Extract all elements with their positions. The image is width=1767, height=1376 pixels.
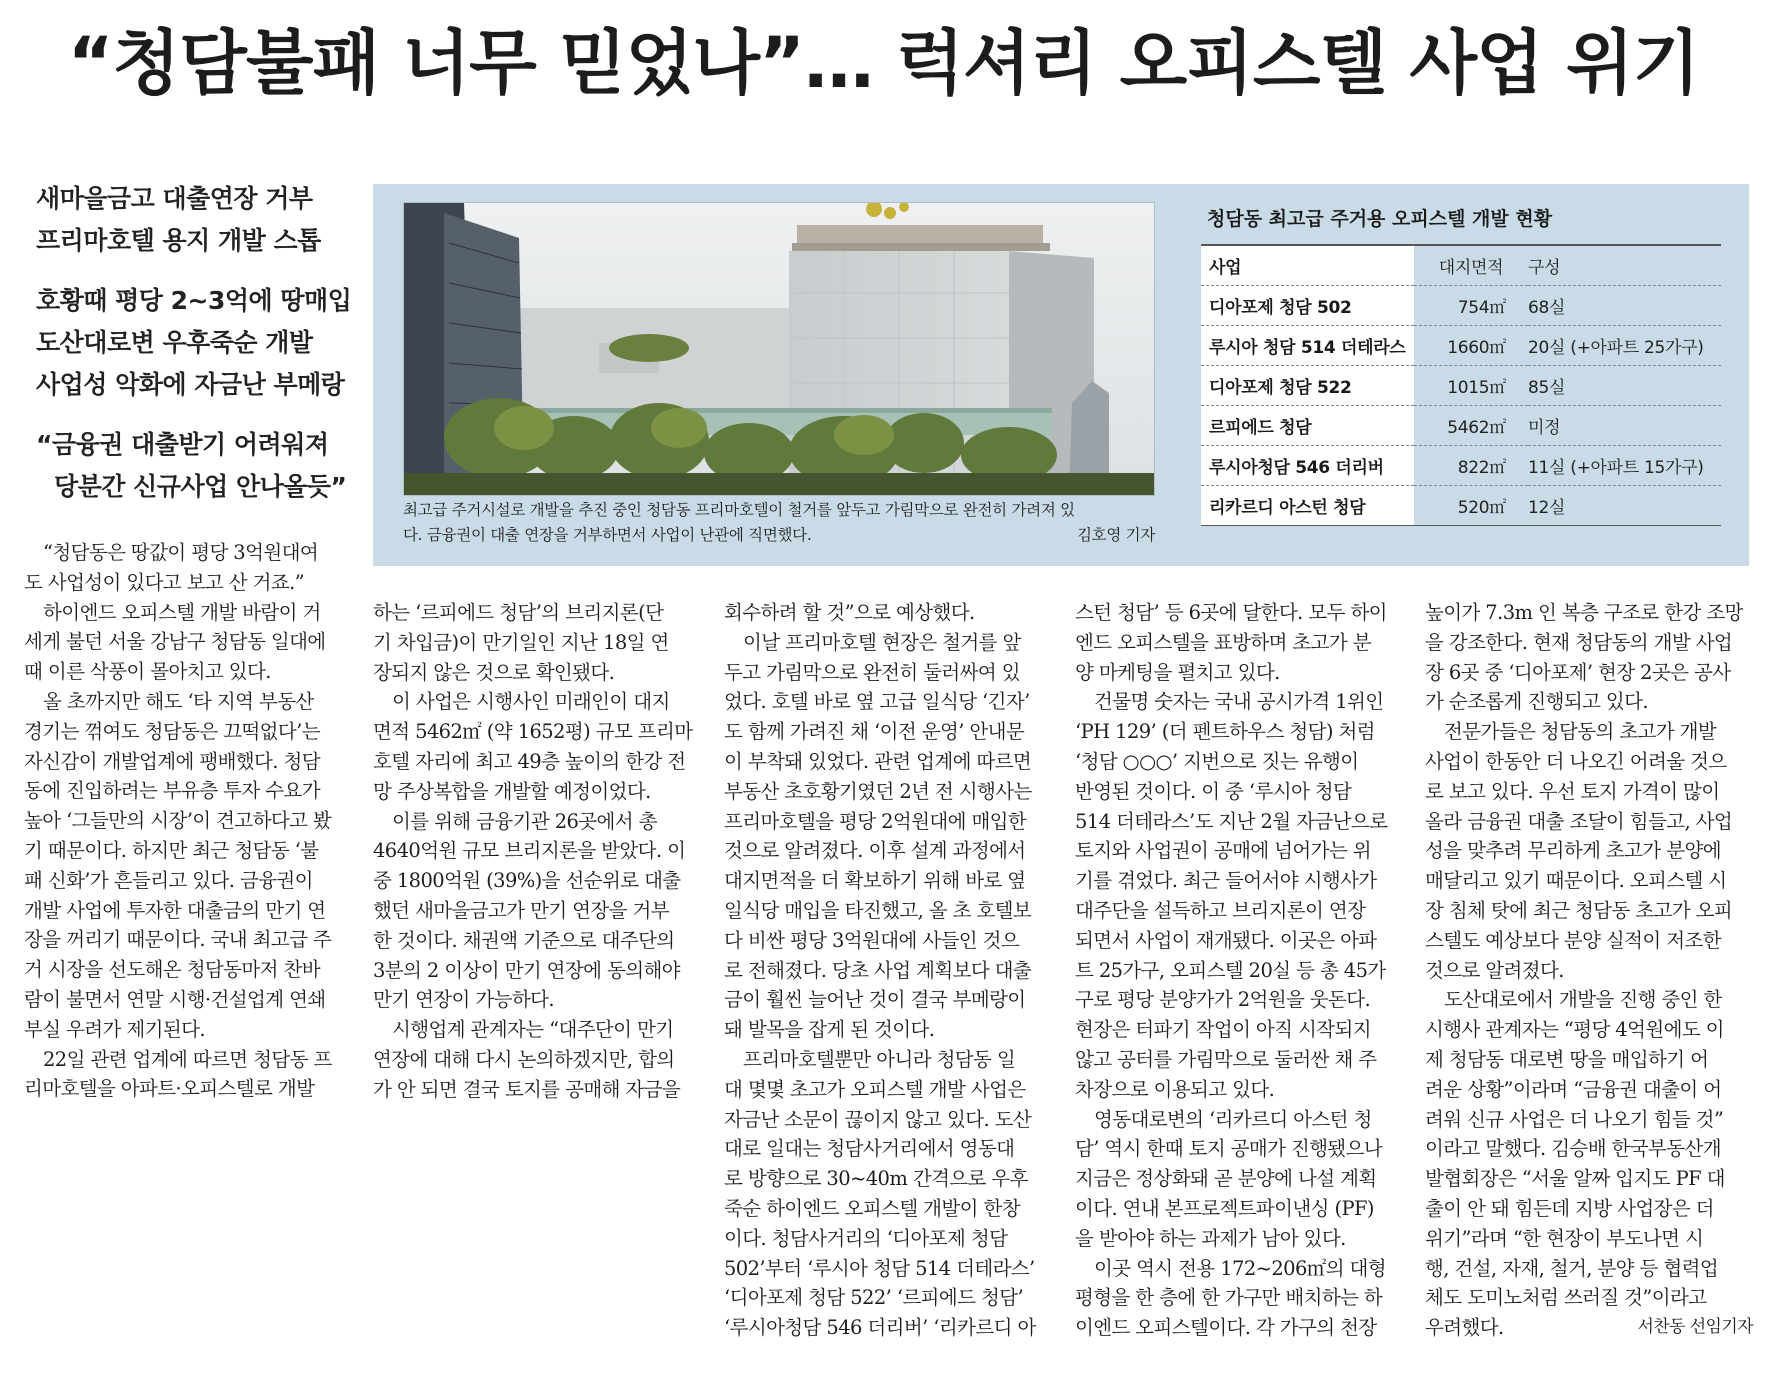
article-line: 이다. 청담사거리의 ‘디아포제 청담 xyxy=(724,1226,1008,1250)
article-line: ‘PH 129’ (더 펜트하우스 청담) 처럼 xyxy=(1075,720,1375,744)
article-line: 구로 평당 분양가가 2억원을 웃돈다. xyxy=(1075,988,1371,1012)
article-line: 호텔 자리에 최고 49층 높이의 한강 전 xyxy=(373,749,686,773)
cell-composition: 20실 (+아파트 25가구) xyxy=(1528,326,1721,366)
table-row xyxy=(1201,446,1721,486)
cell-composition: 11실 (+아파트 15가구) xyxy=(1528,446,1721,486)
article-line: 중 1800억원 (39%)을 선순위로 대출 xyxy=(373,869,681,893)
article-line: 려워 신규 사업은 더 나오기 힘들 것” xyxy=(1425,1107,1724,1131)
article-line: “청담동은 땅값이 평당 3억원대여 xyxy=(43,541,319,564)
cell-project: 르피에드 청담 xyxy=(1201,406,1414,446)
article-line: 장을 꺼리기 때문이다. 국내 최고급 주 xyxy=(24,928,332,952)
cell-project: 루시아 청담 514 더테라스 xyxy=(1201,326,1414,366)
cell-project: 리카르디 아스턴 청담 xyxy=(1201,486,1414,526)
article-line: 자금난 소문이 끊이지 않고 있다. 도산 xyxy=(724,1107,1032,1131)
article-line: 거 시장을 선도해온 청담동마저 찬바 xyxy=(24,958,320,982)
table-row xyxy=(1201,326,1721,366)
article-line: 려운 상황”이라며 “금융권 대출이 어 xyxy=(1425,1077,1722,1101)
subhead-group-1 xyxy=(36,178,366,262)
table-row xyxy=(1201,406,1721,446)
article-line: 이곳 역시 전용 172~206㎡의 대형 xyxy=(1094,1256,1387,1280)
article-line: 건물명 숫자는 국내 공시가격 1위인 xyxy=(1094,690,1384,714)
article-line: 리마호텔을 아파트·오피스텔로 개발 xyxy=(24,1077,315,1101)
article-line: 회수하려 할 것”으로 예상했다. xyxy=(724,601,975,624)
article-line: 차장으로 이용되고 있다. xyxy=(1075,1077,1275,1101)
subhead-quote-line: “금융권 대출받기 어려워져 xyxy=(36,430,329,459)
article-line: 었다. 호텔 바로 옆 고급 일식당 ‘긴자’ xyxy=(724,690,1030,714)
caption-line: 다. 금융권이 대출 연장을 거부하면서 사업이 난관에 직면했다. xyxy=(403,526,812,544)
article-line: 담’ 역시 한때 토지 공매가 진행됐으나 xyxy=(1075,1137,1383,1161)
article-line: 평형을 한 층에 한 가구만 배치하는 하 xyxy=(1075,1286,1383,1310)
article-line: 만기 연장이 가능하다. xyxy=(373,988,554,1012)
cell-composition: 12실 xyxy=(1528,486,1721,526)
development-table xyxy=(1201,202,1721,526)
cell-project: 디아포제 청담 522 xyxy=(1201,366,1414,406)
article-line: 경기는 꺾여도 청담동은 끄떡없다’는 xyxy=(24,719,320,743)
status-table xyxy=(1201,244,1721,526)
article-line: ‘루시아청담 546 더리버’ ‘리카르디 아 xyxy=(724,1316,1036,1340)
cell-composition: 85실 xyxy=(1528,366,1721,406)
article-line: 다 비싼 평당 3억원대에 사들인 것으 xyxy=(724,928,1020,952)
cell-area: 5462㎡ xyxy=(1414,406,1528,446)
article-line: 체도 도미노처럼 쓰러질 것”이라고 xyxy=(1425,1286,1707,1310)
article-line: 장 침체 탓에 최근 청담동 초고가 오피 xyxy=(1425,898,1733,922)
cell-project: 디아포제 청담 502 xyxy=(1201,286,1414,326)
article-line: 이라고 말했다. 김승배 한국부동산개 xyxy=(1425,1137,1721,1161)
subhead-quote-line: 당분간 신규사업 안나올듯” xyxy=(54,472,347,501)
article-line: 3분의 2 이상이 만기 연장에 동의해야 xyxy=(373,958,680,982)
article-line: 세게 불던 서울 강남구 청담동 일대에 xyxy=(24,630,326,654)
article-line: 트 25가구, 오피스텔 20실 등 총 45가 xyxy=(1075,958,1386,982)
article-line: 도산대로에서 개발을 진행 중인 한 xyxy=(1444,988,1722,1012)
article-line: 이 부착돼 있었다. 관련 업계에 따르면 xyxy=(724,749,1032,773)
article-line: 한 것이다. 채권액 기준으로 대주단의 xyxy=(373,928,675,952)
article-line: 장되지 않은 것으로 확인됐다. xyxy=(373,660,615,684)
article-line: 면적 5462㎡ (약 1652평) 규모 프리마 xyxy=(373,720,693,744)
article-line: 발협회장은 “서울 알짜 입지도 PF 대 xyxy=(1425,1167,1725,1191)
article-line: 패 신화’가 흔들리고 있다. 금융권이 xyxy=(24,868,313,892)
article-line: 스턴 청담’ 등 6곳에 달한다. 모두 하이 xyxy=(1075,601,1387,624)
article-line: 망 주상복합을 개발할 예정이었다. xyxy=(373,779,651,803)
article-line: 가 안 되면 결국 토지를 공매해 자금을 xyxy=(373,1077,681,1101)
article-line: 502’부터 ‘루시아 청담 514 더테라스’ xyxy=(724,1256,1035,1280)
subhead-quote xyxy=(36,424,366,508)
article-line: 4640억원 규모 브리지론을 받았다. 이 xyxy=(373,839,686,863)
article-line: 매달리고 있기 때문이다. 오피스텔 시 xyxy=(1425,869,1727,893)
article-line: 도 함께 가려진 채 ‘이전 운영’ 안내문 xyxy=(724,720,1025,744)
article-line: 금이 훨씬 늘어난 것이 결국 부메랑이 xyxy=(724,988,1026,1012)
article-line: 이다. 연내 본프로젝트파이낸싱 (PF) xyxy=(1075,1196,1374,1220)
subhead-line: 새마을금고 대출연장 거부 xyxy=(36,184,313,213)
article-line: 이 사업은 시행사인 미래인이 대지 xyxy=(392,690,670,714)
table-header-row xyxy=(1201,245,1721,286)
article-line: 행, 건설, 자재, 철거, 분양 등 협력업 xyxy=(1425,1256,1719,1280)
cell-area: 822㎡ xyxy=(1414,446,1528,486)
article-line: 두고 가림막으로 완전히 둘러싸여 있 xyxy=(724,660,1020,684)
article-line: 때 이른 삭풍이 몰아치고 있다. xyxy=(24,660,271,684)
article-line: 을 받아야 하는 과제가 남아 있다. xyxy=(1075,1226,1346,1250)
article-line: 되면서 사업이 재개됐다. 이곳은 아파 xyxy=(1075,928,1377,952)
article-line: 사업이 한동안 더 나오긴 어려울 것으 xyxy=(1425,749,1727,773)
subheads xyxy=(36,178,366,526)
article-line: 올 초까지만 해도 ‘타 지역 부동산 xyxy=(43,689,314,713)
table-title: 청담동 최고급 주거용 오피스텔 개발 현황 xyxy=(1207,208,1553,230)
subhead-line: 도산대로변 우후죽순 개발 xyxy=(36,328,313,357)
article-line: 장 6곳 중 ‘디아포제’ 현장 2곳은 공사 xyxy=(1425,660,1731,684)
article-line: 람이 불면서 연말 시행·건설업계 연쇄 xyxy=(24,987,326,1011)
article-line: 부실 우려가 제기된다. xyxy=(24,1017,205,1041)
article-line: 했던 새마을금고가 만기 연장을 거부 xyxy=(373,898,669,922)
article-line: 연장에 대해 다시 논의하겠지만, 합의 xyxy=(373,1047,675,1071)
article-line: 514 더테라스’도 지난 2월 자금난으로 xyxy=(1075,809,1388,833)
article-column-3 xyxy=(724,598,1052,1343)
article-line: 양 마케팅을 펼치고 있다. xyxy=(1075,660,1280,684)
article-line: 개발 사업에 투자한 대출금의 만기 연 xyxy=(24,898,326,922)
table-row xyxy=(1201,486,1721,526)
subhead-line: 프리마호텔 용지 개발 스톱 xyxy=(36,226,321,255)
article-line: 반영된 것이다. 이 중 ‘루시아 청담 xyxy=(1075,779,1352,803)
article-line: 엔드 오피스텔을 표방하며 초고가 분 xyxy=(1075,630,1371,654)
article-line: 우려했다. 서찬동 선임기자 xyxy=(1425,1313,1753,1343)
article-line: 자신감이 개발업계에 팽배했다. 청담 xyxy=(24,749,320,773)
article-line: 을 강조한다. 현재 청담동의 개발 사업 xyxy=(1425,630,1733,654)
article-line: 시행사 관계자는 “평당 4억원에도 이 xyxy=(1425,1018,1724,1042)
article-line: 기 때문이다. 하지만 최근 청담동 ‘불 xyxy=(24,838,319,862)
cell-project: 루시아청담 546 더리버 xyxy=(1201,446,1414,486)
article-line: 기 차입금)이 만기일인 지난 18일 연 xyxy=(373,630,669,654)
article-line: 일식당 매입을 타진했고, 올 초 호텔보 xyxy=(724,898,1032,922)
article-line: 프리마호텔을 평당 2억원대에 매입한 xyxy=(724,809,1027,833)
article-line: 스텔도 예상보다 분양 실적이 저조한 xyxy=(1425,928,1721,952)
header-project: 사업 xyxy=(1201,245,1414,286)
article-line: 죽순 하이엔드 오피스텔 개발이 한창 xyxy=(724,1196,1020,1220)
article-line: 가 순조롭게 진행되고 있다. xyxy=(1425,690,1649,714)
article-line: 로 보고 있다. 우선 토지 가격이 많이 xyxy=(1425,779,1720,803)
article-line: 성을 맞추려 무리하게 초고가 분양에 xyxy=(1425,839,1721,863)
article-line: 동에 진입하려는 부유층 투자 수요가 xyxy=(24,779,320,803)
cell-area: 520㎡ xyxy=(1414,486,1528,526)
article-line: 돼 발목을 잡게 된 것이다. xyxy=(724,1018,935,1042)
photo-credit: 김호영 기자 xyxy=(1077,526,1155,544)
cell-composition: 68실 xyxy=(1528,286,1721,326)
article-line: 대 몇몇 초고가 오피스텔 개발 사업은 xyxy=(724,1077,1026,1101)
header-composition: 구성 xyxy=(1528,245,1721,286)
article-line: 로 방향으로 30~40m 간격으로 우후 xyxy=(724,1167,1028,1191)
article-line: 이를 위해 금융기관 26곳에서 총 xyxy=(392,809,657,833)
cell-area: 1660㎡ xyxy=(1414,326,1528,366)
caption-line: 최고급 주거시설로 개발을 추진 중인 청담동 프리마호텔이 철거를 앞두고 가림막으로 완전히 가려져 있 xyxy=(403,501,1075,519)
cell-area: 1015㎡ xyxy=(1414,366,1528,406)
article-column-4 xyxy=(1075,598,1403,1343)
article-line: 토지와 사업권이 공매에 넘어가는 위 xyxy=(1075,839,1371,863)
cell-composition: 미정 xyxy=(1528,406,1721,446)
article-line: 높아 ‘그들만의 시장’이 견고하다고 봤 xyxy=(24,809,332,833)
article-line: 하이엔드 오피스텔 개발 바람이 거 xyxy=(43,600,321,624)
article-line: 22일 관련 업계에 따르면 청담동 프 xyxy=(43,1047,332,1071)
building-photo xyxy=(403,202,1155,496)
article-line: 시행업계 관계자는 “대주단이 만기 xyxy=(392,1018,674,1042)
article-line: 대지면적을 더 확보하기 위해 바로 옆 xyxy=(724,869,1026,893)
article-line: 높이가 7.3m 인 복층 구조로 한강 조망 xyxy=(1425,601,1743,624)
article-line: 부동산 초호황기였던 2년 전 시행사는 xyxy=(724,779,1032,803)
article-column-5 xyxy=(1425,598,1753,1343)
article-line: 출이 안 돼 힘든데 지방 사업장은 더 xyxy=(1425,1196,1714,1220)
article-line: ‘디아포제 청담 522’ ‘르피에드 청담’ xyxy=(724,1286,1024,1310)
header-area: 대지면적 xyxy=(1414,245,1528,286)
article-line: 전문가들은 청담동의 초고가 개발 xyxy=(1444,720,1717,744)
table-row xyxy=(1201,286,1721,326)
article-line: 대로 일대는 청담사거리에서 영동대 xyxy=(724,1137,1015,1161)
article-column-1 xyxy=(24,538,352,1104)
article-line: 지금은 정상화돼 곧 분양에 나설 계획 xyxy=(1075,1167,1377,1191)
article-line: 로 전해졌다. 당초 사업 계획보다 대출 xyxy=(724,958,1032,982)
photo-caption xyxy=(403,498,1155,548)
article-line: 대주단을 설득하고 브리지론이 연장 xyxy=(1075,898,1366,922)
article-line: 기를 겪었다. 최근 들어서야 시행사가 xyxy=(1075,869,1377,893)
article-line: 프리마호텔뿐만 아니라 청담동 일 xyxy=(743,1047,1016,1071)
table-row xyxy=(1201,366,1721,406)
article-line: 영동대로변의 ‘리카르디 아스턴 청 xyxy=(1094,1107,1372,1131)
article-line: 올라 금융권 대출 조달이 힘들고, 사업 xyxy=(1425,809,1733,833)
subhead-group-2 xyxy=(36,280,366,406)
article-line: 하는 ‘르피에드 청담’의 브리지론(단 xyxy=(373,601,664,624)
headline: “청담불패 너무 믿었나”… 럭셔리 오피스텔 사업 위기 xyxy=(67,22,1700,104)
article-line: 위기”라며 “한 현장이 부도나면 시 xyxy=(1425,1226,1704,1250)
subhead-line: 호황때 평당 2~3억에 땅매입 xyxy=(36,286,352,315)
article-line: 이날 프리마호텔 현장은 철거를 앞 xyxy=(743,630,1021,654)
subhead-line: 사업성 악화에 자금난 부메랑 xyxy=(36,370,345,399)
photo-table-panel xyxy=(373,184,1749,566)
article-line: ‘청담 ○○○’ 지번으로 짓는 유행이 xyxy=(1075,749,1359,773)
article-line: 않고 공터를 가림막으로 둘러싼 채 주 xyxy=(1075,1047,1377,1071)
article-line: 도 사업성이 있다고 보고 산 거죠.” xyxy=(24,570,305,594)
cell-area: 754㎡ xyxy=(1414,286,1528,326)
article-column-2 xyxy=(373,598,701,1105)
article-line: 것으로 알려졌다. 이후 설계 과정에서 xyxy=(724,839,1026,863)
article-line: 제 청담동 대로변 땅을 매입하기 어 xyxy=(1425,1047,1709,1071)
article-line: 것으로 알려졌다. xyxy=(1425,958,1564,982)
reporter-byline: 서찬동 선임기자 xyxy=(1637,1317,1753,1338)
article-line: 이엔드 오피스텔이다. 각 가구의 천장 xyxy=(1075,1316,1377,1340)
article-line: 현장은 터파기 작업이 아직 시작되지 xyxy=(1075,1018,1371,1042)
